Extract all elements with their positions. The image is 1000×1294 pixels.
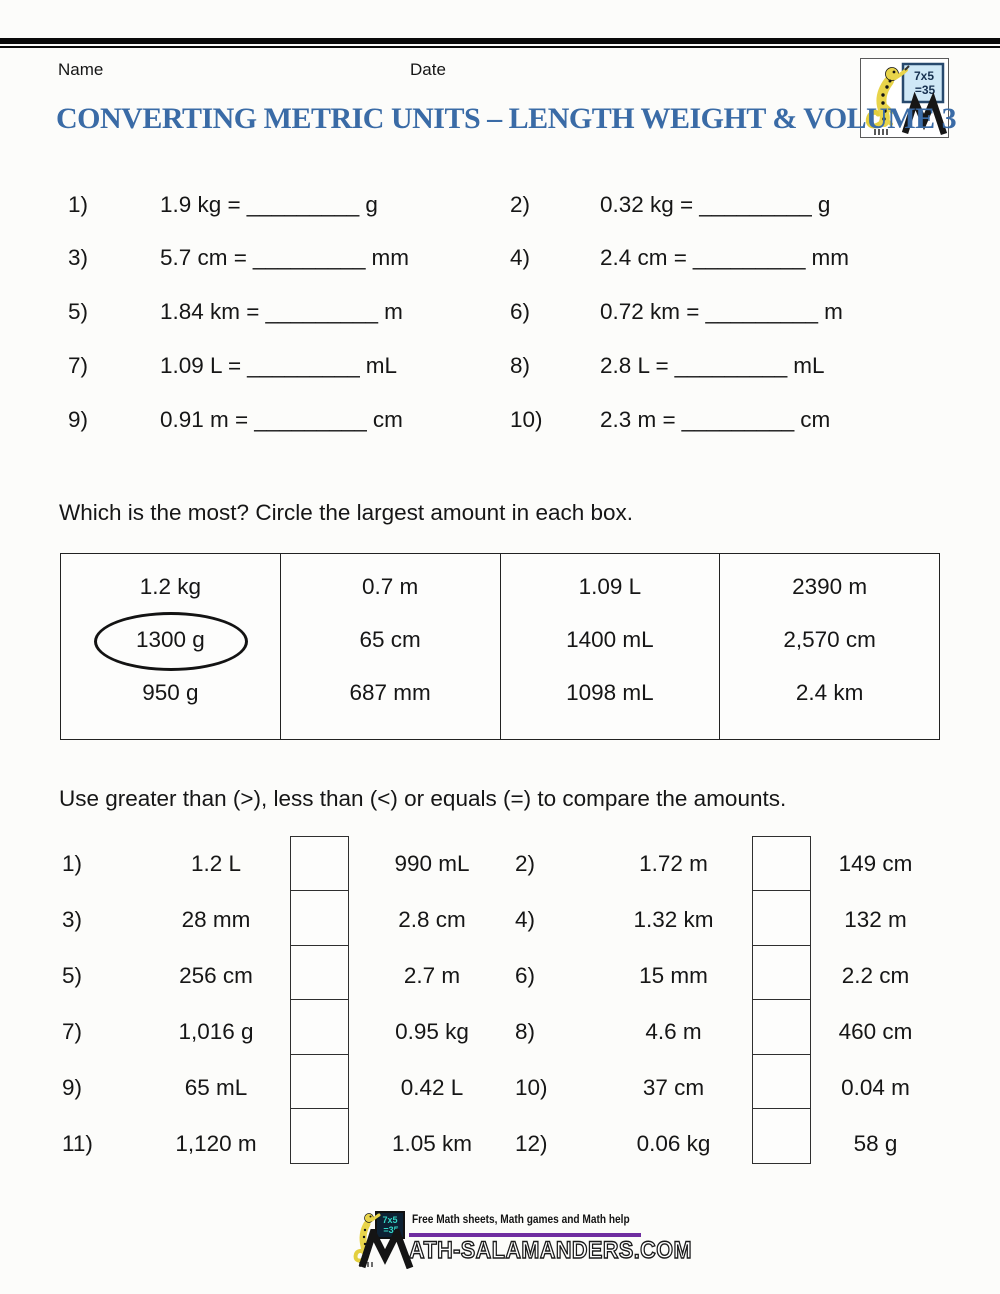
table-cell[interactable]: 0.7 m — [361, 574, 419, 599]
table-cell[interactable]: 65 cm — [359, 627, 421, 652]
worksheet-title: CONVERTING METRIC UNITS – LENGTH WEIGHT & VOLUME 3 — [56, 102, 957, 135]
compare-right-value: 990 mL — [394, 851, 470, 876]
problem-number: 6) — [515, 963, 536, 988]
comparison-answer-boxes-right — [752, 836, 811, 1164]
compare-right-value: 0.04 m — [841, 1075, 910, 1100]
unit-label: mL — [365, 353, 398, 378]
compare-right-value: 0.95 kg — [395, 1019, 469, 1044]
table-cell[interactable]: 1.2 kg — [139, 574, 202, 599]
table-cell[interactable]: 687 mm — [349, 680, 431, 705]
problem-expression: 0.91 m = — [160, 407, 249, 432]
comparison-answer-box[interactable] — [752, 1108, 811, 1164]
problem-number: 9) — [62, 1075, 83, 1100]
problem-expression: 1.84 km = — [160, 299, 260, 324]
unit-label: mm — [811, 245, 850, 270]
unit-label: g — [817, 192, 831, 217]
problem-expression: 2.4 cm = — [600, 245, 687, 270]
top-rule-thin — [0, 46, 1000, 48]
answer-blank[interactable]: _________ — [699, 192, 812, 217]
logo-board-line2: =35 — [914, 83, 936, 97]
footer-divider — [409, 1233, 641, 1237]
top-rule-thick — [0, 38, 1000, 44]
problem-expression: 0.72 km = — [600, 299, 700, 324]
problem-number: 5) — [62, 963, 83, 988]
table-cell[interactable]: 950 g — [142, 680, 199, 705]
table-cell[interactable]: 2390 m — [792, 574, 868, 599]
table-cell[interactable]: 1098 mL — [566, 680, 654, 705]
answer-blank[interactable]: _________ — [705, 299, 819, 324]
unit-label: m — [824, 299, 843, 324]
problem-number: 3) — [62, 907, 83, 932]
unit-label: mL — [793, 353, 825, 378]
answer-blank[interactable]: _________ — [254, 407, 367, 432]
comparison-answer-box[interactable] — [752, 890, 811, 946]
comparison-answer-box[interactable] — [290, 999, 349, 1055]
compare-left-value: 0.06 kg — [636, 1131, 711, 1156]
date-field-label: Date — [410, 60, 446, 79]
table-cell[interactable]: 2.4 km — [795, 680, 864, 705]
problem-expression: 1.09 L = — [160, 353, 242, 378]
conversion-problem-6 — [510, 285, 843, 339]
unit-label: g — [365, 192, 378, 217]
problem-number: 1) — [68, 192, 89, 217]
compare-right-value: 2.7 m — [403, 963, 461, 988]
compare-left-value: 256 cm — [179, 963, 253, 988]
footer-board-line1: 7x5 — [382, 1215, 398, 1225]
problem-expression: 5.7 cm = — [160, 245, 247, 270]
conversion-problem-1 — [68, 178, 378, 232]
compare-left-value: 15 mm — [639, 963, 708, 988]
section2-instruction: Which is the most? Circle the largest amount in each box. — [59, 500, 634, 525]
table-cell[interactable]: 1400 mL — [566, 627, 654, 652]
name-field-label: Name — [58, 60, 104, 79]
problem-number: 10) — [510, 407, 543, 432]
compare-right-value: 2.2 cm — [841, 963, 910, 988]
answer-blank[interactable]: _________ — [681, 407, 795, 432]
answer-blank[interactable]: _________ — [265, 299, 379, 324]
conversion-problem-10 — [510, 393, 830, 447]
table-cell[interactable]: 1.09 L — [578, 574, 642, 599]
problem-number: 3) — [68, 245, 89, 270]
compare-right-value: 149 cm — [838, 851, 913, 876]
unit-label: cm — [372, 407, 403, 432]
problem-number: 1) — [62, 851, 83, 876]
problem-number: 11) — [62, 1131, 93, 1156]
unit-label: m — [384, 299, 403, 324]
comparison-answer-box[interactable] — [290, 945, 349, 1001]
comparison-answer-box[interactable] — [290, 1054, 349, 1110]
problem-expression: 1.9 kg = — [160, 192, 241, 217]
problem-number: 6) — [510, 299, 531, 324]
comparison-answer-box[interactable] — [290, 836, 349, 892]
problem-number: 9) — [68, 407, 89, 432]
problem-number: 2) — [510, 192, 531, 217]
comparison-answer-box[interactable] — [752, 999, 811, 1055]
problem-number: 7) — [62, 1019, 83, 1044]
problem-expression: 2.3 m = — [600, 407, 676, 432]
compare-left-value: 37 cm — [642, 1075, 705, 1100]
compare-right-value: 2.8 cm — [398, 907, 466, 932]
comparison-answer-box[interactable] — [290, 1108, 349, 1164]
compare-right-value: 1.05 km — [391, 1131, 473, 1156]
conversion-problem-5 — [68, 285, 403, 339]
conversion-problem-3 — [68, 231, 409, 285]
problem-expression: 0.32 kg = — [600, 192, 694, 217]
compare-right-value: 132 m — [844, 907, 907, 932]
footer-tagline: Free Math sheets, Math games and Math help — [412, 1214, 630, 1226]
answer-blank[interactable]: _________ — [692, 245, 806, 270]
compare-left-value: 4.6 m — [645, 1019, 702, 1044]
compare-left-value: 65 mL — [184, 1075, 248, 1100]
compare-left-value: 1.2 L — [190, 851, 242, 876]
problem-expression: 2.8 L = — [600, 353, 669, 378]
answer-blank[interactable]: _________ — [674, 353, 788, 378]
comparison-answer-box[interactable] — [752, 1054, 811, 1110]
answer-blank[interactable]: _________ — [246, 192, 360, 217]
comparison-answer-box[interactable] — [290, 890, 349, 946]
comparison-answer-box[interactable] — [752, 945, 811, 1001]
footer-board-line2: =35 — [383, 1225, 399, 1235]
problem-number: 2) — [515, 851, 536, 876]
answer-circle-mark — [94, 612, 248, 671]
compare-right-value: 58 g — [853, 1131, 898, 1156]
problem-number: 10) — [515, 1075, 548, 1100]
problem-number: 5) — [68, 299, 89, 324]
table-column-4 — [719, 554, 939, 739]
footer-wordmark-m-icon — [358, 1229, 414, 1274]
problem-number: 7) — [68, 353, 89, 378]
section3-instruction: Use greater than (>), less than (<) or equals (=) to compare the amounts. — [59, 786, 787, 811]
compare-left-value: 1,120 m — [175, 1131, 257, 1156]
compare-left-value: 1.32 km — [633, 907, 714, 932]
compare-left-value: 28 mm — [181, 907, 251, 932]
conversion-problem-9 — [68, 393, 403, 447]
problem-number: 4) — [515, 907, 536, 932]
comparison-answer-boxes-left — [290, 836, 349, 1164]
unit-label: mm — [371, 245, 410, 270]
conversion-problem-2 — [510, 178, 830, 232]
table-column-3 — [500, 554, 720, 739]
conversion-problem-7 — [68, 339, 397, 393]
compare-left-value: 1.72 m — [639, 851, 708, 876]
problem-number: 4) — [510, 245, 531, 270]
footer-wordmark: ATH-SALAMANDERS.COM — [409, 1237, 692, 1264]
table-cell[interactable]: 2,570 cm — [783, 627, 876, 652]
conversion-problem-4 — [510, 231, 849, 285]
table-cell-circled[interactable]: 1300 g — [135, 627, 205, 652]
problem-number: 12) — [515, 1131, 548, 1156]
compare-right-value: 0.42 L — [400, 1075, 464, 1100]
problem-number: 8) — [510, 353, 531, 378]
compare-left-value: 1,016 g — [178, 1019, 254, 1044]
unit-label: cm — [800, 407, 831, 432]
answer-blank[interactable]: _________ — [247, 353, 360, 378]
answer-blank[interactable]: _________ — [252, 245, 366, 270]
compare-right-value: 460 cm — [838, 1019, 913, 1044]
conversion-problem-8 — [510, 339, 825, 393]
table-column-2 — [280, 554, 500, 739]
logo-board-line1: 7x5 — [913, 69, 935, 83]
problem-number: 8) — [515, 1019, 536, 1044]
comparison-answer-box[interactable] — [752, 836, 811, 892]
